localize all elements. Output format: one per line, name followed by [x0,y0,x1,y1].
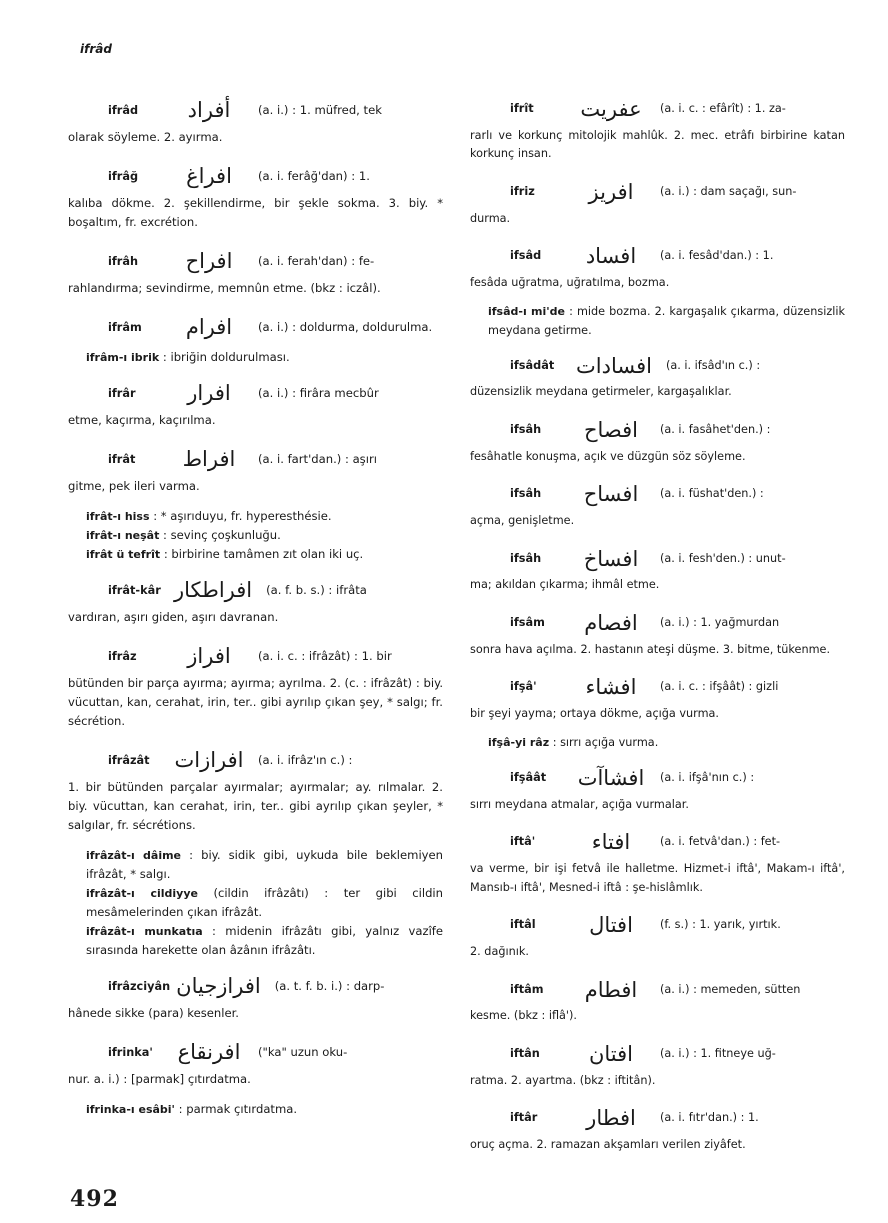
entry-headline [470,413,845,448]
entry-definition: vardıran, aşırı giden, aşırı davranan. [68,610,279,624]
entry-definition: kesme. (bkz : iflâ'). [470,1009,577,1023]
entry-headline [68,572,443,608]
entry-definition: gitme, pek ileri varma. [68,479,200,493]
entry-headword: ifrît [510,102,534,116]
entry-arabic-script: افتاء [591,830,631,855]
entry-headword: ifrâz [108,649,137,663]
entry-grammar: (a. i. fesh'den.) : unut- [660,551,786,565]
sub-entry-definition: : * aşırıduyu, fr. hyperesthésie. [153,509,332,523]
entry-headword: ifrâr [108,386,136,400]
dictionary-entry [470,670,845,723]
entry-headline [470,348,845,383]
dictionary-entry [470,1101,845,1154]
sub-entry-headword: ifrâm-ı ibrik [86,351,160,364]
sub-entry-definition: : birbirine tamâmen zıt olan iki uç. [163,547,364,561]
sub-entry [68,545,443,564]
entry-headword: iftâr [510,1111,538,1125]
entry-grammar: (a. i. fetvâ'dan.) : fet- [660,835,781,849]
entry-headword: ifsâd [510,249,542,263]
sub-entry [68,348,443,367]
dictionary-entry [470,239,845,292]
sub-entry-definition: : biy. sidik gibi, uykuda bile beklemiyen ifrâzât, * salgı. [86,848,444,881]
entry-headline [470,761,845,796]
entry-definition: sonra hava açılma. 2. hastanın ateşi düşme. 3. bitme, tükenme. [470,642,831,656]
entry-headline [68,375,443,411]
entry-headline [470,606,845,641]
entry-arabic-script: افساح [583,482,639,507]
entry-arabic-script: افرار [187,380,231,405]
entry-headword: iftâm [510,982,544,996]
dictionary-entry [470,908,845,961]
sub-entry [68,884,443,922]
entry-arabic-script: افرازات [174,747,244,772]
entry-definition: düzensizlik meydana getirmeler, kargaşalıklar. [470,385,732,399]
dictionary-entry [68,742,443,835]
entry-headline [470,1037,845,1072]
dictionary-entry [470,348,845,401]
entry-grammar: (a. i.) : 1. müfred, tek [258,102,382,117]
entry-definition: ratma. 2. ayartma. (bkz : iftitân). [470,1073,656,1087]
dictionary-entry [68,572,443,627]
entry-arabic-script: افسادات [576,353,652,378]
entry-grammar: (a. i. c. : ifşâât) : gizli [660,680,779,694]
sub-entry-definition: : mide bozma. 2. kargaşalık çıkarma, düzensizlik meydana getirme. [488,305,845,337]
entry-arabic-script: افطام [584,977,638,1002]
entry-headword: ifrâzât [108,753,150,767]
dictionary-entry [470,761,845,814]
entry-headline [68,1034,443,1070]
entry-grammar: (a. i. c. : efârît) : 1. za- [660,102,786,116]
entry-grammar: (a. i. füshat'den.) : [660,487,764,501]
entry-headword: iftâl [510,918,536,932]
entry-arabic-script: افتال [589,913,633,938]
sub-entry-headword: ifşâ-yi râz [488,736,550,750]
running-head: ifrâd [80,42,112,56]
entry-grammar: (a. i.) : memeden, sütten [660,982,801,996]
entry-headword: ifsâm [510,615,545,629]
entry-grammar: (a. i.) : 1. fitneye uğ- [660,1046,776,1060]
entry-arabic-script: افرنقاع [177,1039,241,1064]
entry-headline [470,175,845,210]
dictionary-entry [470,541,845,594]
entry-headline [68,441,443,477]
page-number: 492 [70,1186,119,1212]
entry-headline [68,309,443,345]
entry-headword: ifrâzciyân [108,979,171,993]
sub-entry [68,1100,443,1119]
dictionary-entry [68,92,443,147]
entry-headline [470,541,845,576]
entry-arabic-script: أفراد [187,97,231,122]
entry-grammar: (a. i. ifşâ'nın c.) : [660,771,755,785]
entry-headword: iftân [510,1046,540,1060]
entry-headline [470,239,845,274]
dictionary-entry [68,968,443,1023]
entry-definition: nur. a. i.) : [parmak] çıtırdatma. [68,1072,251,1086]
sub-entry [470,734,845,752]
dictionary-entry [68,1034,443,1089]
dictionary-entry [68,309,443,345]
entry-headword: ifrât [108,452,136,466]
entry-headline [68,638,443,674]
entry-headline [68,742,443,778]
entry-headword: ifrâh [108,254,139,268]
entry-headword: ifsâh [510,487,542,501]
sub-entry [68,922,443,960]
entry-definition: va verme, bir işi fetvâ ile halletme. Hizmet-i iftâ', Makam-ı iftâ', Mansıb-ı iftâ', Mesned-i iftâ : şe-hislâmlık. [470,862,845,894]
sub-entry-headword: ifrât-ı neşât [86,529,160,542]
entry-headline [470,825,845,860]
entry-arabic-script: افصام [584,610,638,635]
entry-headword: iftâ' [510,835,536,849]
entry-arabic-script: افراح [185,248,233,273]
dictionary-entry [470,972,845,1025]
sub-entry [470,303,845,340]
entry-definition: olarak söyleme. 2. ayırma. [68,130,223,144]
entry-definition: fesâhatle konuşma, açık ve düzgün söz söyleme. [470,449,746,463]
sub-entry-headword: ifrâzât-ı munkatıa [86,925,203,938]
entry-grammar: ("ka" uzun oku- [258,1044,348,1059]
entry-grammar: (a. i.) : dam saçağı, sun- [660,185,797,199]
entry-headword: ifsâh [510,551,542,565]
entry-arabic-script: افصاح [583,417,639,442]
entry-headline [68,968,443,1004]
sub-entry-headword: ifrât ü tefrît [86,548,161,561]
entry-arabic-script: افراطكار [174,577,253,602]
sub-entry-definition: : sevinç çoşkunluğu. [163,528,281,542]
sub-entry-definition: : ibriğin doldurulması. [162,350,290,364]
entry-grammar: (a. i. fart'dan.) : aşırı [258,451,377,466]
sub-entry-headword: ifsâd-ı mi'de [488,305,565,319]
sub-entry [68,507,443,526]
entry-grammar: (a. t. f. b. i.) : darp- [274,978,385,993]
dictionary-entry [470,92,845,164]
entry-headline [470,92,845,127]
entry-grammar: (a. f. b. s.) : ifrâta [266,582,367,597]
entry-headword: ifrâm [108,320,142,334]
entry-definition: oruç açma. 2. ramazan akşamları verilen ziyâfet. [470,1137,746,1151]
entry-grammar: (a. i.) : doldurma, doldurulma. [258,319,433,334]
entry-grammar: (a. i. fesâd'dan.) : 1. [660,249,774,263]
entry-definition: kalıba dökme. 2. şekillendirme, bir şekle sokma. 3. biy. * boşaltım, fr. excrétion. [68,196,443,229]
entry-headline [470,477,845,512]
dictionary-entry [68,638,443,731]
entry-arabic-script: افتان [588,1041,634,1066]
dictionary-entry [68,243,443,298]
sub-entry-headword: ifrâzât-ı cildiyye [86,887,198,900]
entry-definition: etme, kaçırma, kaçırılma. [68,413,216,427]
dictionary-entry [470,606,845,659]
entry-grammar: (a. i.) : firâra mecbûr [258,385,379,400]
sub-entry-definition: : parmak çıtırdatma. [178,1102,298,1116]
entry-headword: ifrâğ [108,169,139,183]
dictionary-entry [68,375,443,430]
entry-arabic-script: افساد [585,244,637,269]
sub-entry-definition: : midenin ifrâzâtı gibi, yalnız vazîfe sırasında harekette olan âzânın ifrâzâtı. [86,924,444,957]
entry-arabic-script: افشاآت [577,766,645,791]
sub-entry-headword: ifrinka-ı esâbi' [86,1103,175,1116]
entry-definition: 2. dağınık. [470,944,529,958]
entry-headline [68,243,443,279]
entry-grammar: (a. i. fasâhet'den.) : [660,422,771,436]
entry-grammar: (a. i. ifrâz'ın c.) : [258,752,353,767]
entry-headword: ifrât-kâr [108,583,161,597]
entry-grammar: (a. i. fıtr'dan.) : 1. [660,1111,759,1125]
entry-grammar: (a. i. ifsâd'ın c.) : [665,358,761,372]
dictionary-entry [470,825,845,897]
entry-definition: sırrı meydana atmalar, açığa vurmalar. [470,797,689,811]
right-column [470,92,845,1165]
entry-headline [470,972,845,1007]
entry-arabic-script: افراز [187,643,231,668]
entry-arabic-script: افريز [588,180,634,205]
entry-headword: ifşâât [510,771,547,785]
entry-arabic-script: افساخ [583,546,639,571]
dictionary-entry [68,441,443,496]
entry-headline [68,92,443,128]
entry-grammar: (a. i.) : 1. yağmurdan [660,615,780,629]
entry-headword: ifşâ' [510,680,537,694]
entry-headline [68,158,443,194]
entry-grammar: (a. i. c. : ifrâzât) : 1. bir [258,648,392,663]
sub-entry-definition: (cildin ifrâzâtı) : ter gibi cildin mesâmelerinden çıkan ifrâzât. [86,886,443,919]
entry-definition: hânede sikke (para) kesenler. [68,1006,239,1020]
left-column [68,92,443,1127]
entry-definition: rahlandırma; sevindirme, memnûn etme. (bkz : iczâl). [68,281,381,295]
sub-entry-headword: ifrâzât-ı dâime [86,849,182,862]
entry-definition: fesâda uğratma, uğratılma, bozma. [470,276,670,290]
dictionary-entry [470,1037,845,1090]
entry-definition: 1. bir bütünden parçalar ayırmalar; ayırmalar; ay. rılmalar. 2. biy. vücuttan, kan cerahat, irin, ter.. gibi ayrılıp çıkan şeyler, * salgılar, fr. sécrétions. [68,780,443,832]
entry-arabic-script: عفريت [580,97,642,122]
entry-headline [470,908,845,943]
entry-arabic-script: افشاء [585,675,637,700]
entry-definition: rarlı ve korkunç mitolojik mahlûk. 2. mec. etrâfı birbirine katan korkunç insan. [470,128,845,161]
sub-entry [68,526,443,545]
entry-definition: bir şeyi yayma; ortaya dökme, açığa vurma. [470,706,720,720]
entry-definition: durma. [470,211,511,225]
entry-arabic-script: افراط [182,446,236,471]
entry-arabic-script: افراغ [186,163,232,188]
sub-entry-headword: ifrât-ı hiss [86,510,150,523]
entry-definition: bütünden bir parça ayırma; ayırma; ayrılma. 2. (c. : ifrâzât) : biy. vücuttan, kan, cerahat, irin, ter.. gibi ayrılıp çıkan şey, * salgı; fr. sécrétion. [68,676,443,728]
sub-entry [68,846,443,884]
entry-definition: açma, genişletme. [470,513,575,527]
entry-arabic-script: افرازجيان [176,973,261,998]
entry-arabic-script: افطار [586,1106,636,1131]
entry-headword: ifsâh [510,422,542,436]
entry-headword: ifrâd [108,103,139,117]
entry-headword: ifsâdât [510,358,555,372]
entry-grammar: (a. i. ferâğ'dan) : 1. [258,168,370,183]
entry-headword: ifriz [510,185,535,199]
sub-entry-definition: : sırrı açığa vurma. [552,736,659,750]
entry-arabic-script: افرام [185,314,233,339]
entry-definition: ma; akıldan çıkarma; ihmâl etme. [470,578,660,592]
dictionary-entry [470,413,845,466]
entry-grammar: (f. s.) : 1. yarık, yırtık. [660,918,781,932]
entry-headline [470,670,845,705]
dictionary-entry [68,158,443,232]
entry-headline [470,1101,845,1136]
entry-grammar: (a. i. ferah'dan) : fe- [258,253,375,268]
entry-headword: ifrinka' [108,1045,153,1059]
dictionary-entry [470,477,845,530]
dictionary-entry [470,175,845,228]
